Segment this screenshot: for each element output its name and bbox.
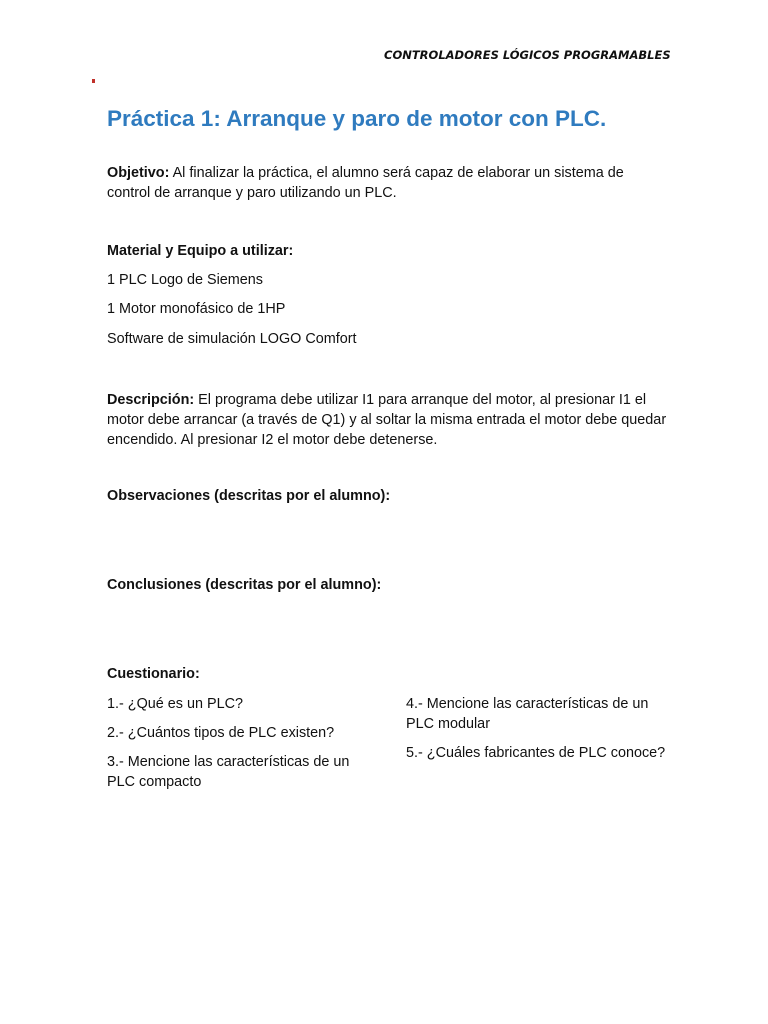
descripcion-paragraph — [107, 390, 667, 450]
question-item: 1.- ¿Qué es un PLC? — [107, 696, 243, 712]
conclusiones-heading: Conclusiones (descritas por el alumno): — [107, 577, 382, 593]
objetivo-paragraph — [107, 163, 667, 203]
objetivo-text: Al finalizar la práctica, el alumno será capaz de elaborar un sistema de control de arranque y paro utilizando un PLC. — [107, 165, 624, 201]
objetivo-label: Objetivo: — [107, 165, 170, 181]
observaciones-heading: Observaciones (descritas por el alumno): — [107, 488, 391, 504]
descripcion-text: El programa debe utilizar I1 para arranque del motor, al presionar I1 el motor debe arrancar (a través de Q1) y al soltar la misma entrada el motor debe quedar encendido. Al presionar I2 el motor debe detenerse. — [107, 392, 667, 448]
cuestionario-heading: Cuestionario: — [107, 666, 200, 682]
question-item: 4.- Mencione las características de un PLC modular — [406, 696, 649, 732]
material-heading: Material y Equipo a utilizar: — [107, 243, 294, 259]
page-title: Práctica 1: Arranque y paro de motor con PLC. — [107, 106, 607, 131]
running-header: CONTROLADORES LÓGICOS PROGRAMABLES — [384, 48, 671, 62]
cuestionario-right-column — [406, 694, 668, 763]
cuestionario-left-column — [107, 694, 369, 792]
material-item: 1 Motor monofásico de 1HP — [107, 301, 286, 317]
question-item: 5.- ¿Cuáles fabricantes de PLC conoce? — [406, 745, 666, 761]
margin-marker — [92, 79, 95, 83]
question-item: 3.- Mencione las características de un PLC compacto — [107, 754, 350, 790]
descripcion-label: Descripción: — [107, 392, 195, 408]
question-item: 2.- ¿Cuántos tipos de PLC existen? — [107, 725, 335, 741]
material-item: 1 PLC Logo de Siemens — [107, 272, 263, 288]
material-item: Software de simulación LOGO Comfort — [107, 331, 357, 347]
